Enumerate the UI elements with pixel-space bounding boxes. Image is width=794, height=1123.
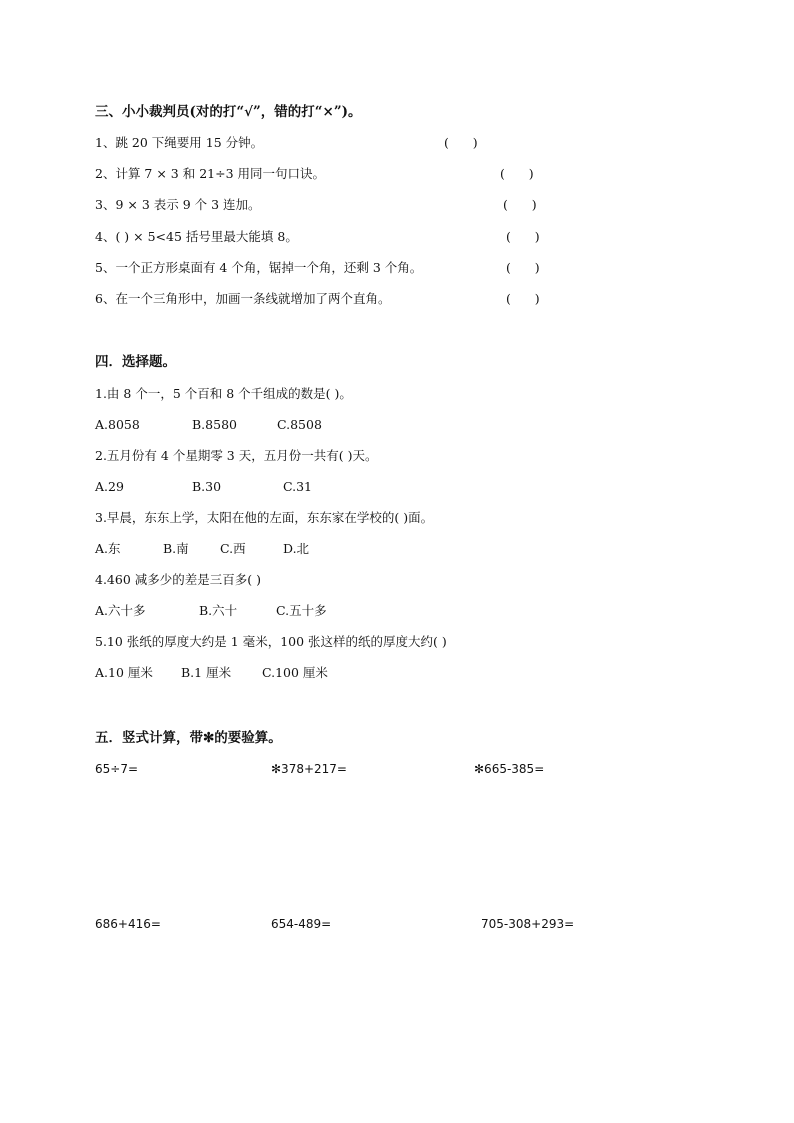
option-a[interactable]: A.六十多 [95, 603, 146, 618]
answer-blank-6[interactable]: ( ) [506, 291, 540, 306]
calc-problem-6: 705-308+293= [481, 917, 575, 931]
choice-options-5 [95, 665, 328, 681]
option-b[interactable]: B.南 [163, 541, 189, 556]
option-d[interactable]: D.北 [283, 541, 310, 556]
option-a[interactable]: A.29 [95, 479, 124, 494]
answer-blank-4[interactable]: ( ) [506, 229, 540, 244]
option-b[interactable]: B.1 厘米 [181, 665, 232, 680]
answer-blank-2[interactable]: ( ) [500, 166, 534, 181]
choice-options-2 [95, 479, 312, 495]
option-c[interactable]: C.西 [220, 541, 246, 556]
judge-item-2: 2、计算 7 × 3 和 21÷3 用同一句口诀。 [95, 166, 326, 181]
choice-question-4: 4.460 减多少的差是三百多( ) [95, 572, 261, 587]
judge-item-1: 1、跳 20 下绳要用 15 分钟。 [95, 135, 264, 150]
option-b[interactable]: B.8580 [192, 417, 237, 432]
choice-options-1 [95, 417, 322, 433]
answer-blank-5[interactable]: ( ) [506, 260, 540, 275]
choice-options-4 [95, 603, 327, 619]
choice-options-3 [95, 541, 309, 557]
option-b[interactable]: B.30 [192, 479, 222, 494]
calc-problem-4: 686+416= [95, 917, 161, 931]
calc-problem-3: ✻665-385= [474, 762, 545, 776]
choice-question-5: 5.10 张纸的厚度大约是 1 毫米，100 张这样的纸的厚度大约( ) [95, 634, 447, 649]
choice-question-1: 1.由 8 个一，5 个百和 8 个千组成的数是( )。 [95, 386, 352, 401]
answer-blank-3[interactable]: ( ) [503, 197, 537, 212]
judge-item-3: 3、9 × 3 表示 9 个 3 连加。 [95, 197, 261, 212]
calc-problem-5: 654-489= [271, 917, 332, 931]
section3-heading: 三、小小裁判员(对的打“√”，错的打“×”)。 [95, 104, 362, 120]
choice-question-2: 2.五月份有 4 个星期零 3 天，五月份一共有( )天。 [95, 448, 378, 463]
option-c[interactable]: C.五十多 [276, 603, 327, 618]
option-a[interactable]: A.东 [95, 541, 121, 556]
judge-item-5: 5、一个正方形桌面有 4 个角，锯掉一个角，还剩 3 个角。 [95, 260, 423, 275]
option-c[interactable]: C.31 [283, 479, 312, 494]
option-a[interactable]: A.8058 [95, 417, 140, 432]
choice-question-3: 3.早晨，东东上学，太阳在他的左面，东东家在学校的( )面。 [95, 510, 434, 525]
option-a[interactable]: A.10 厘米 [95, 665, 153, 680]
option-c[interactable]: C.100 厘米 [262, 665, 328, 680]
option-b[interactable]: B.六十 [199, 603, 238, 618]
section5-heading: 五．竖式计算，带✻的要验算。 [95, 730, 282, 746]
judge-item-6: 6、在一个三角形中，加画一条线就增加了两个直角。 [95, 291, 391, 306]
calc-problem-2: ✻378+217= [271, 762, 347, 776]
section4-heading: 四．选择题。 [95, 354, 176, 370]
answer-blank-1[interactable]: ( ) [444, 135, 478, 150]
option-c[interactable]: C.8508 [277, 417, 322, 432]
calc-problem-1: 65÷7= [95, 762, 139, 776]
judge-item-4: 4、( ) × 5<45 括号里最大能填 8。 [95, 229, 298, 244]
